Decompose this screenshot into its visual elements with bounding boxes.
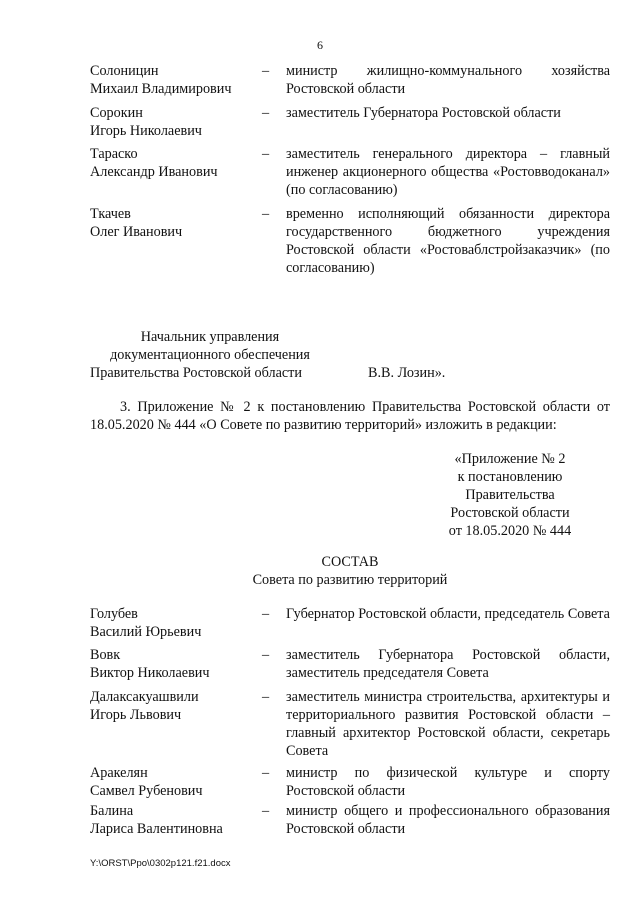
signature-title-line: документационного обеспечения	[110, 347, 310, 363]
member-role: Губернатор Ростовской области, председатель Совета	[286, 606, 610, 622]
composition-subtitle: Совета по развитию территорий	[252, 572, 448, 588]
member-surname: Солоницин	[90, 63, 159, 79]
member-surname: Далаксакуашвили	[90, 689, 199, 705]
page-number: 6	[317, 38, 323, 52]
signature-name: В.В. Лозин».	[368, 365, 446, 381]
member-given-name: Игорь Львович	[90, 707, 182, 723]
member-name	[90, 205, 260, 241]
member-role: министр общего и профессионального образования Ростовской области	[286, 803, 610, 837]
member-given-name: Олег Иванович	[90, 224, 183, 240]
member-surname: Тараско	[90, 146, 138, 162]
member-role: временно исполняющий обязанности директора государственного бюджетного учреждения Ростовской области «Ростоваблстройзаказчик» (по согласованию)	[286, 206, 610, 276]
member-given-name: Игорь Николаевич	[90, 123, 202, 139]
dash: –	[262, 63, 270, 79]
member-name	[90, 764, 260, 800]
member-given-name: Александр Иванович	[90, 164, 218, 180]
dash: –	[262, 803, 270, 819]
member-given-name: Михаил Владимирович	[90, 81, 232, 97]
member-given-name: Виктор Николаевич	[90, 665, 210, 681]
member-name	[90, 688, 260, 724]
member-name	[90, 104, 260, 140]
member-surname: Ткачев	[90, 206, 131, 222]
member-name	[90, 605, 260, 641]
member-name	[90, 646, 260, 682]
member-name	[90, 62, 260, 98]
attachment-line: от 18.05.2020 № 444	[448, 523, 572, 539]
signature-title-line: Начальник управления	[140, 329, 280, 345]
attachment-header	[410, 450, 610, 540]
member-surname: Балина	[90, 803, 134, 819]
member-role: заместитель Губернатора Ростовской области, заместитель председателя Совета	[286, 647, 610, 681]
signature-organization: Правительства Ростовской области	[90, 365, 302, 381]
dash: –	[262, 765, 270, 781]
member-name	[90, 802, 260, 838]
member-role: заместитель Губернатора Ростовской области	[286, 105, 561, 121]
member-role: заместитель генерального директора – главный инженер акционерного общества «Ростовводоканал» (по согласованию)	[286, 146, 610, 198]
member-surname: Сорокин	[90, 105, 143, 121]
dash: –	[262, 105, 270, 121]
member-surname: Голубев	[90, 606, 138, 622]
dash: –	[262, 146, 270, 162]
amendment-paragraph: 3. Приложение № 2 к постановлению Правительства Ростовской области от 18.05.2020 № 444 «О Совете по развитию территорий» изложить в редакции:	[90, 399, 610, 433]
member-given-name: Лариса Валентиновна	[90, 821, 223, 837]
attachment-line: к постановлению	[457, 469, 563, 485]
member-given-name: Василий Юрьевич	[90, 624, 202, 640]
attachment-line: «Приложение № 2	[454, 451, 566, 467]
member-role: министр жилищно-коммунального хозяйства Ростовской области	[286, 63, 610, 97]
member-role: министр по физической культуре и спорту Ростовской области	[286, 765, 610, 799]
dash: –	[262, 606, 270, 622]
member-surname: Аракелян	[90, 765, 148, 781]
file-path-footer: Y:\ORST\Ppo\0302p121.f21.docx	[90, 858, 231, 869]
attachment-line: Правительства	[465, 487, 555, 503]
member-name	[90, 145, 260, 181]
dash: –	[262, 647, 270, 663]
member-given-name: Самвел Рубенович	[90, 783, 203, 799]
member-surname: Вовк	[90, 647, 121, 663]
dash: –	[262, 206, 270, 222]
dash: –	[262, 689, 270, 705]
member-role: заместитель министра строительства, архитектуры и территориального развития Ростовской области – главный архитектор Ростовской области, секретарь Совета	[286, 689, 610, 759]
composition-title: СОСТАВ	[321, 554, 379, 570]
attachment-line: Ростовской области	[450, 505, 570, 521]
